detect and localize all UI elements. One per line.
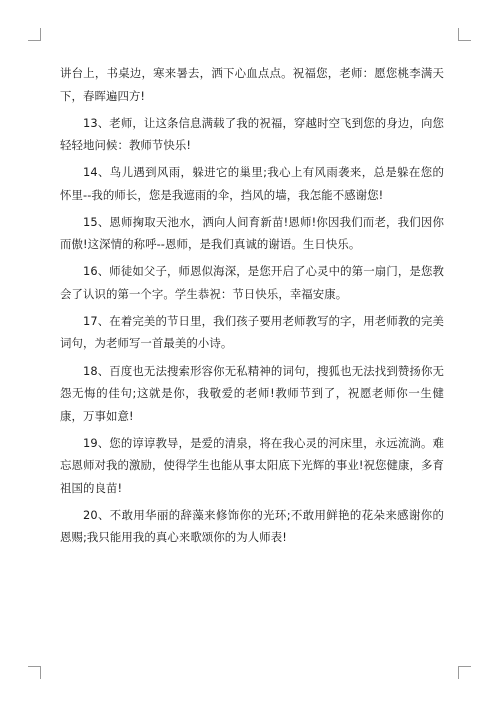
paragraph-17: 17、在着完美的节日里，我们孩子要用老师教写的字，用老师教的完美词句，为老师写一首最美的小诗。 bbox=[60, 313, 444, 351]
page-corner-mark-bottom-right bbox=[458, 666, 471, 679]
paragraph-18: 18、百度也无法搜索形容你无私精神的词句，搜狐也无法找到赞扬你无怨无悔的佳句;这就是你，我敬爱的老师!教师节到了，祝愿老师你一生健康，万事如意! bbox=[60, 363, 444, 423]
page-corner-mark-bottom-left bbox=[28, 666, 41, 679]
document-body bbox=[60, 62, 444, 553]
paragraph-16: 16、师徒如父子，师恩似海深，是您开启了心灵中的第一扇门，是您教会了认识的第一个字。学生恭祝：节日快乐，幸福安康。 bbox=[60, 264, 444, 301]
paragraph-14: 14、鸟儿遇到风雨，躲进它的巢里;我心上有风雨袭来，总是躲在您的怀里--我的师长，您是我遮雨的伞，挡风的墙，我怎能不感谢您! bbox=[60, 165, 444, 202]
paragraph-13: 13、老师，让这条信息满载了我的祝福，穿越时空飞到您的身边，向您轻轻地问候：教师节快乐! bbox=[60, 115, 444, 153]
paragraph-15: 15、恩师掬取天池水，洒向人间育新苗!恩师!你因我们而老，我们因你而傲!这深情的称呼--恩师，是我们真诚的谢语。生日快乐。 bbox=[60, 214, 444, 252]
page-corner-mark-top-right bbox=[458, 28, 471, 41]
paragraph-20: 20、不敢用华丽的辞藻来修饰你的光环;不敢用鲜艳的花朵来感谢你的恩赐;我只能用我的真心来歌颂你的为人师表! bbox=[60, 507, 444, 545]
page-corner-mark-top-left bbox=[28, 28, 41, 41]
paragraph-continuation: 讲台上，书桌边，寒来暑去，洒下心血点点。祝福您，老师：愿您桃李满天下，春晖遍四方! bbox=[60, 66, 444, 103]
paragraph-19: 19、您的谆谆教导，是爱的清泉，将在我心灵的河床里，永远流淌。难忘恩师对我的激励，使得学生也能从事太阳底下光辉的事业!祝您健康，多育祖国的良苗! bbox=[60, 435, 444, 495]
